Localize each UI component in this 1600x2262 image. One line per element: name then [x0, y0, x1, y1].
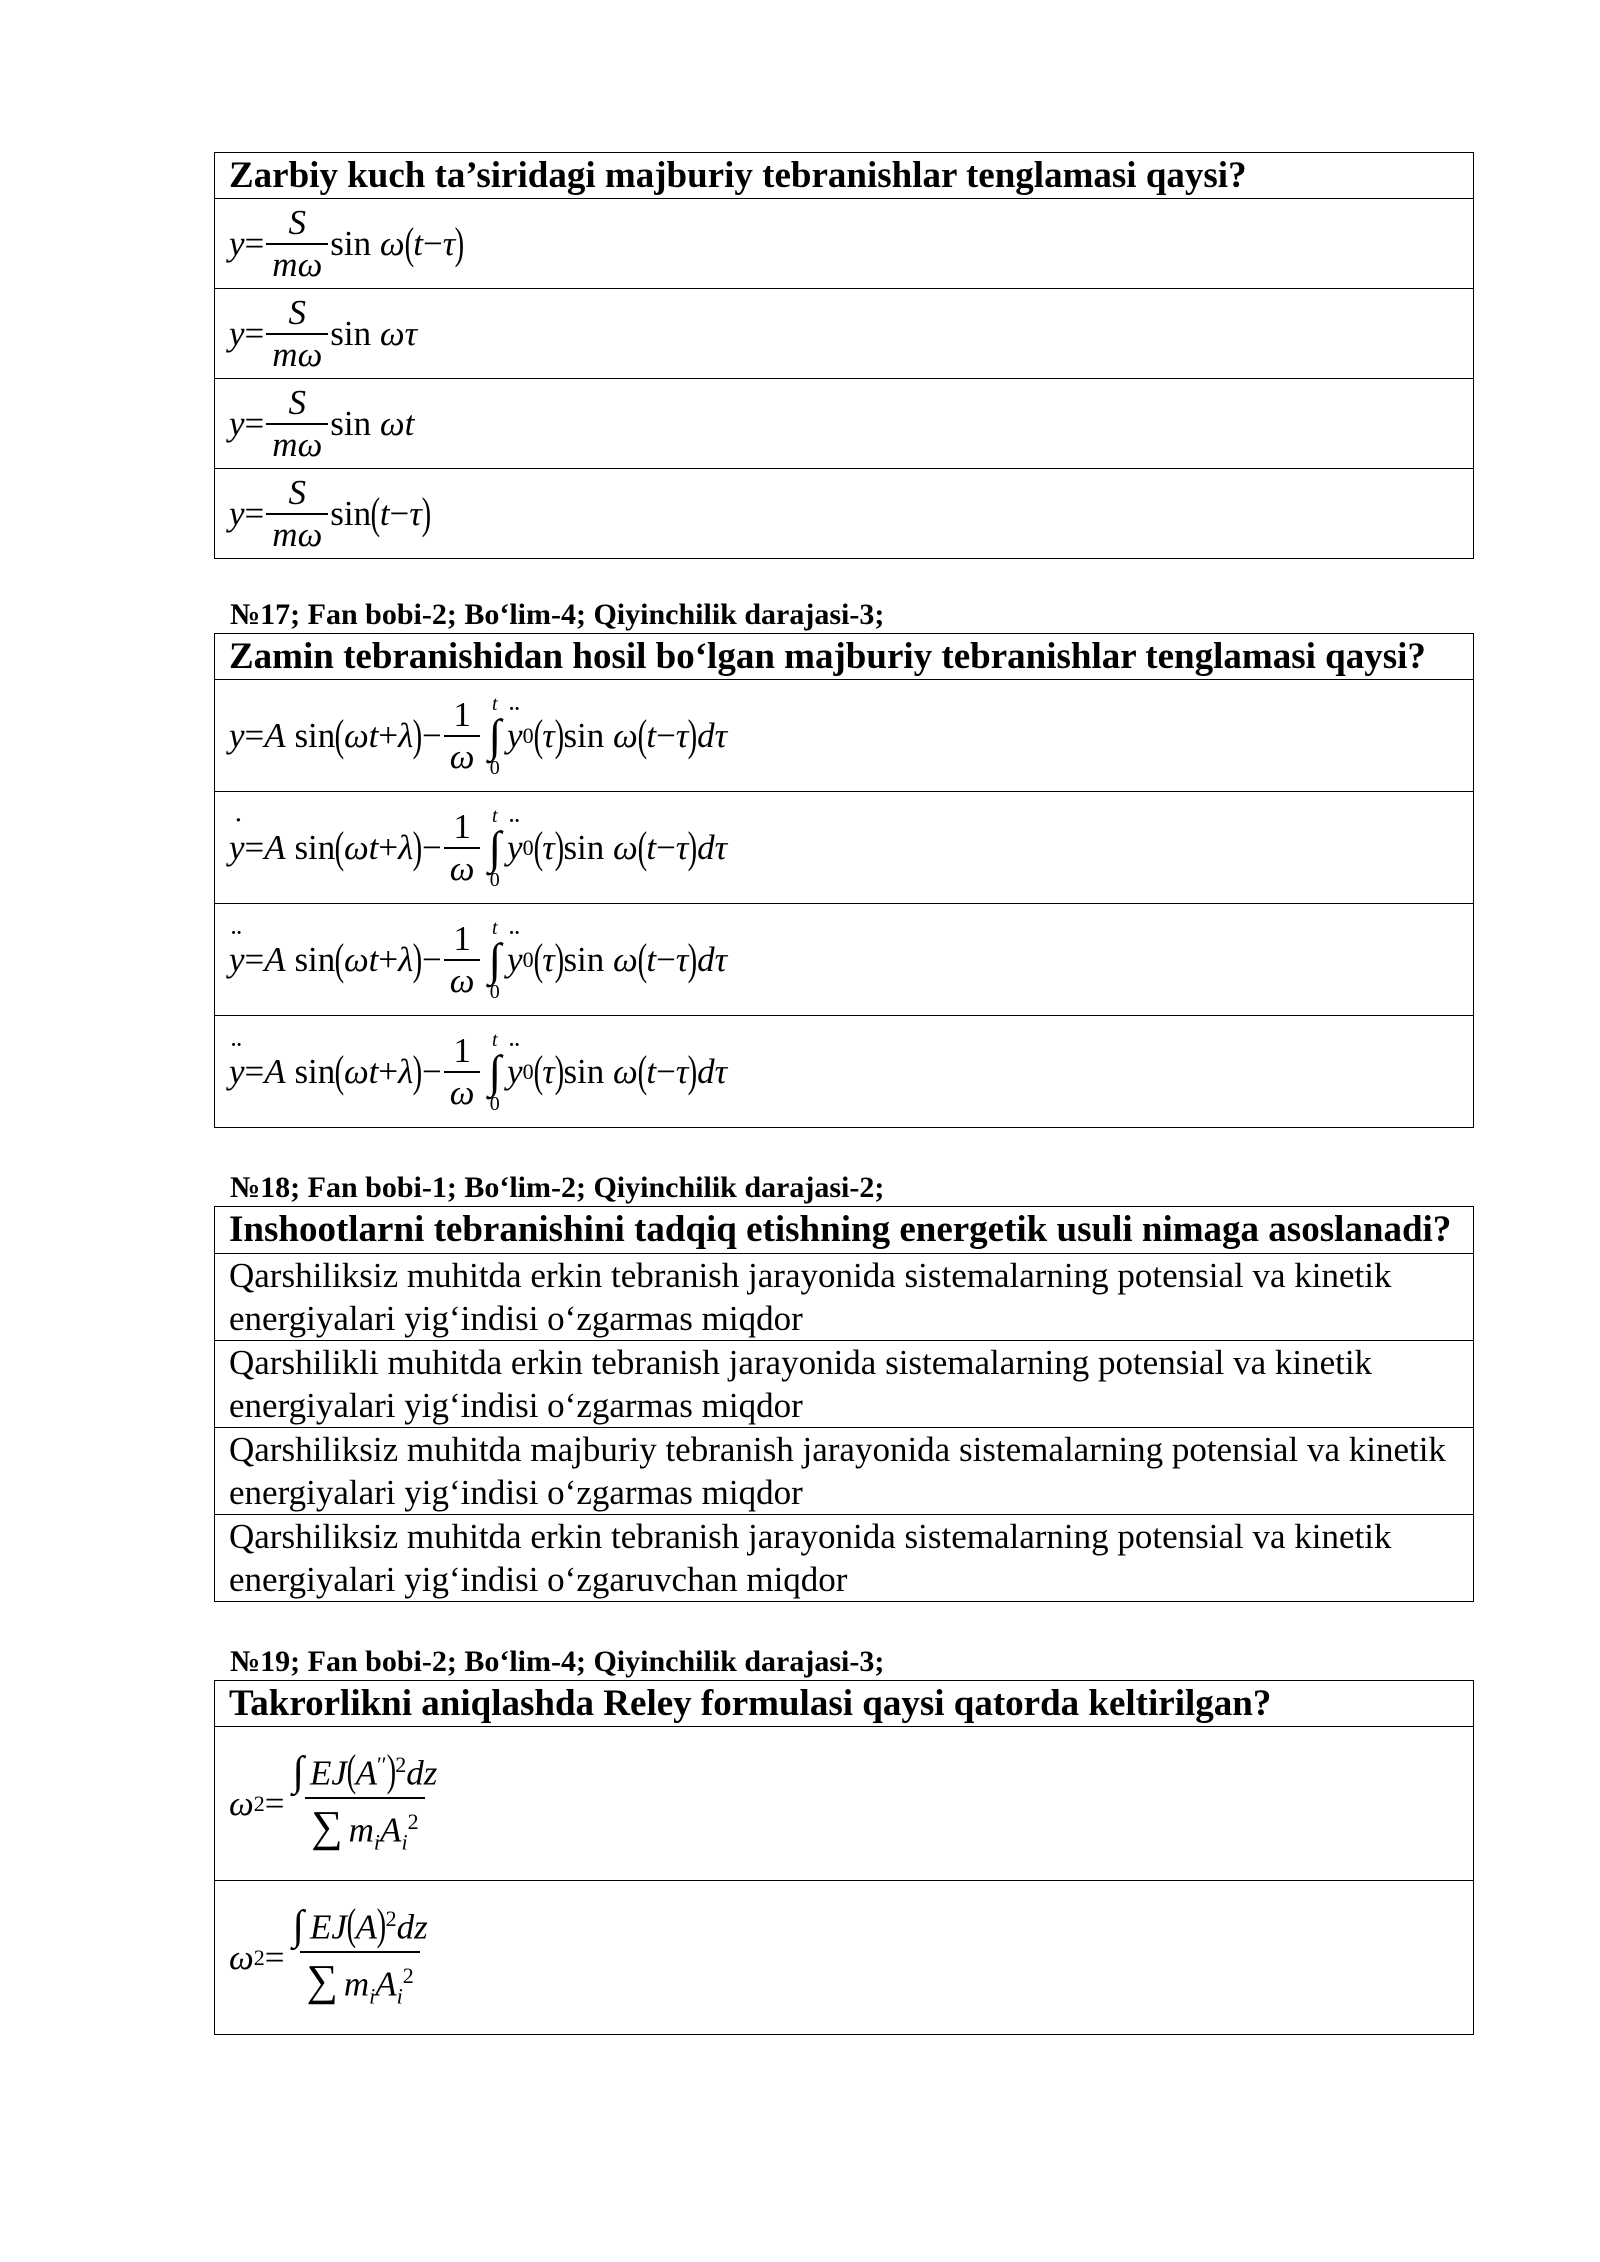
question-18-option-3: Qarshiliksiz muhitda majburiy tebranish jarayonida sistemalarning potensial va kinetik energiyalari yig‘indisi o‘zgarmas miqdor: [215, 1428, 1474, 1515]
question-17-option-4: [215, 1016, 1474, 1128]
question-18-option-1: Qarshiliksiz muhitda erkin tebranish jarayonida sistemalarning potensial va kinetik energiyalari yig‘indisi o‘zgarmas miqdor: [215, 1254, 1474, 1341]
question-16-title: Zarbiy kuch ta’siridagi majburiy tebranishlar tenglamasi qaysi?: [215, 153, 1474, 199]
formula: ω 2 = $\frac{\int EJ(A)^2dz}{\sum m_iA_i^2}$: [229, 1896, 436, 2019]
formula: y = $\frac{S}{m\omega}$ sin ω ( t − τ ): [229, 202, 465, 284]
document-page: [214, 152, 1474, 2035]
question-19-header: №19; Fan bobi-2; Bo‘lim-4; Qiyinchilik darajasi-3;: [230, 1645, 885, 1678]
formula: y ¨ = A sin ( ωt + λ ) − $\frac{1}{\omega}$ t ∫ 0 y ¨ 0 ( τ ) sin ω ( t − τ ) dτ: [229, 918, 727, 1002]
formula: y = $\frac{S}{m\omega}$ sin ( t − τ ): [229, 472, 431, 554]
question-16-option-3: [215, 379, 1474, 469]
question-19-title: Takrorlikni aniqlashda Reley formulasi qaysi qatorda keltirilgan?: [215, 1681, 1474, 1727]
formula: y = A sin ( ωt + λ ) − $\frac{1}{\omega}$ t ∫ 0 y ¨ 0 ( τ ) sin ω ( t − τ ) dτ: [229, 694, 727, 778]
question-16-option-1: [215, 199, 1474, 289]
question-17-table: [214, 633, 1474, 1128]
question-18-title: Inshootlarni tebranishini tadqiq etishning energetik usuli nimaga asoslanadi?: [215, 1207, 1474, 1254]
formula: y ¨ = A sin ( ωt + λ ) − $\frac{1}{\omega}$ t ∫ 0 y ¨ 0 ( τ ) sin ω ( t − τ ) dτ: [229, 1030, 727, 1114]
question-17-option-3: [215, 904, 1474, 1016]
question-17-title: Zamin tebranishidan hosil bo‘lgan majburiy tebranishlar tenglamasi qaysi?: [215, 634, 1474, 680]
question-19-option-1: [215, 1727, 1474, 1881]
question-16-option-4: [215, 469, 1474, 559]
formula: y = $\frac{S}{m\omega}$ sin ωτ: [229, 292, 418, 374]
formula: y = $\frac{S}{m\omega}$ sin ωt: [229, 382, 415, 464]
formula: ω 2 = $\frac{\int EJ(A'')^2dz}{\sum m_iA_i^2}$: [229, 1742, 445, 1865]
question-16-option-2: [215, 289, 1474, 379]
question-16-table: [214, 152, 1474, 559]
question-18-option-2: Qarshilikli muhitda erkin tebranish jarayonida sistemalarning potensial va kinetik energiyalari yig‘indisi o‘zgarmas miqdor: [215, 1341, 1474, 1428]
question-17-option-2: [215, 792, 1474, 904]
question-19-option-2: [215, 1881, 1474, 2035]
question-18-table: [214, 1206, 1474, 1602]
formula: y ˙ = A sin ( ωt + λ ) − $\frac{1}{\omega}$ t ∫ 0 y ¨ 0 ( τ ) sin ω ( t − τ ) dτ: [229, 806, 727, 890]
question-17-option-1: [215, 680, 1474, 792]
question-17-header: №17; Fan bobi-2; Bo‘lim-4; Qiyinchilik darajasi-3;: [230, 598, 885, 631]
question-18-header: №18; Fan bobi-1; Bo‘lim-2; Qiyinchilik darajasi-2;: [230, 1171, 885, 1204]
question-19-table: [214, 1680, 1474, 2035]
question-18-option-4: Qarshiliksiz muhitda erkin tebranish jarayonida sistemalarning potensial va kinetik energiyalari yig‘indisi o‘zgaruvchan miqdor: [215, 1515, 1474, 1602]
